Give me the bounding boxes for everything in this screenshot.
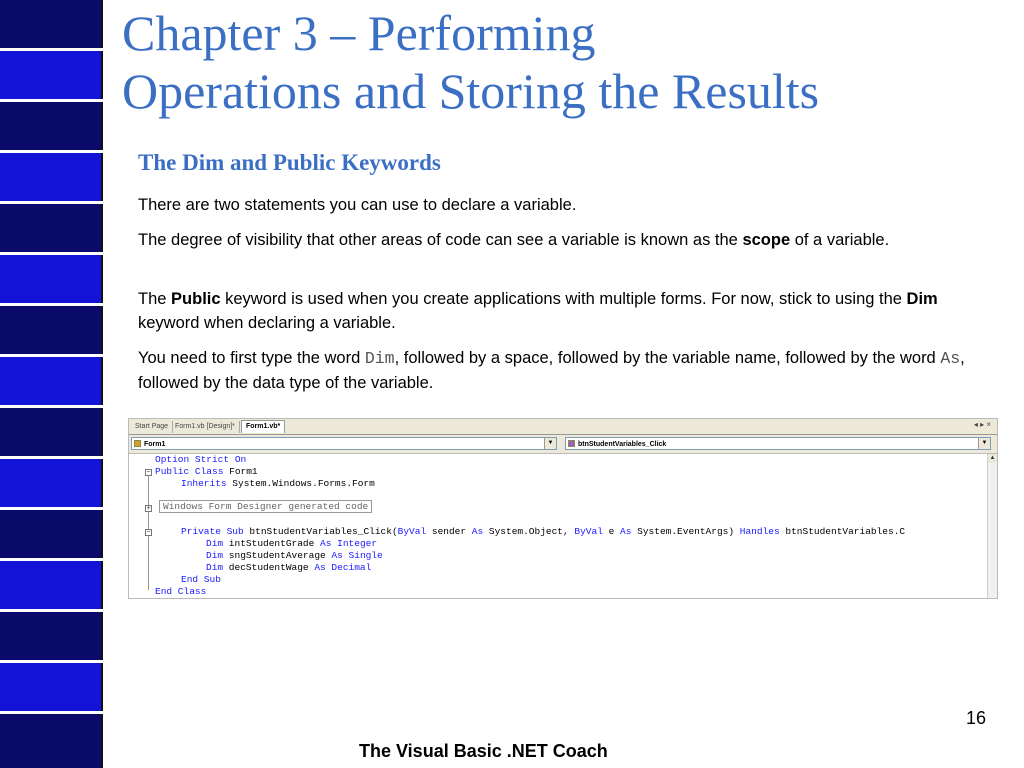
sidebar-square xyxy=(0,663,103,711)
page-number: 16 xyxy=(966,708,987,728)
sidebar-square xyxy=(0,306,103,354)
code-line: End Sub xyxy=(181,574,221,585)
collapse-icon[interactable]: − xyxy=(146,469,151,477)
sidebar-square xyxy=(0,153,103,201)
title-line-2: Operations and Storing the Results xyxy=(122,63,820,119)
editor-dropdown-bar xyxy=(129,435,997,454)
sidebar-square xyxy=(0,0,103,48)
code-line: Inherits System.Windows.Forms.Form xyxy=(181,478,375,489)
code-line: Dim intStudentGrade As Integer xyxy=(206,538,378,549)
sidebar-square xyxy=(0,204,103,252)
p2-text-end: of a variable. xyxy=(790,231,890,249)
p4-dim-mono: Dim xyxy=(364,349,395,368)
sidebar-square xyxy=(0,408,103,456)
sidebar-square xyxy=(0,510,103,558)
code-line: Private Sub btnStudentVariables_Click(ByVal sender As System.Object, ByVal e As System.EventArgs) Handles btnStudentVariables.C xyxy=(181,526,906,537)
class-dropdown[interactable] xyxy=(131,437,557,450)
p2-text: The degree of visibility that other areas of code can see a variable is known as the xyxy=(138,231,743,249)
paragraph-3 xyxy=(138,287,998,335)
sidebar-decoration xyxy=(0,0,103,768)
code-line: Option Strict On xyxy=(155,454,247,465)
sidebar-square xyxy=(0,51,103,99)
p4-as-mono: As xyxy=(940,349,961,368)
title-line-1: Chapter 3 – Performing xyxy=(122,5,596,61)
p4-text: You need to first type the word xyxy=(138,349,365,367)
tab-navigation-icons[interactable]: ◂ ▸ × xyxy=(973,420,991,429)
code-line: Dim decStudentWage As Decimal xyxy=(206,562,372,573)
p3-text-end: keyword when declaring a variable. xyxy=(138,314,396,332)
sidebar-square xyxy=(0,612,103,660)
collapse-icon[interactable]: − xyxy=(146,529,151,537)
p4-text-mid: , followed by a space, followed by the variable name, followed by the word xyxy=(394,349,941,367)
vertical-scrollbar[interactable] xyxy=(987,454,997,599)
paragraph-2 xyxy=(138,228,998,252)
sidebar-square xyxy=(0,459,103,507)
code-editor-screenshot xyxy=(128,418,998,599)
p3-text: The xyxy=(138,290,172,308)
method-dropdown-value: btnStudentVariables_Click xyxy=(578,441,667,448)
code-line: End Class xyxy=(155,586,207,597)
paragraph-4 xyxy=(138,346,998,395)
footer-text: The Visual Basic .NET Coach xyxy=(359,741,608,761)
class-dropdown-value: Form1 xyxy=(144,441,166,448)
slide-title xyxy=(122,4,1022,120)
sidebar-square xyxy=(0,357,103,405)
p3-dim-bold: Dim xyxy=(906,290,938,308)
paragraph-1: There are two statements you can use to declare a variable. xyxy=(138,196,577,214)
p3-public-bold: Public xyxy=(171,290,221,308)
collapsed-region[interactable]: Windows Form Designer generated code xyxy=(159,500,372,513)
code-line: Dim sngStudentAverage As Single xyxy=(206,550,383,561)
sidebar-square xyxy=(0,561,103,609)
class-icon xyxy=(134,440,141,447)
code-line: Public Class Form1 xyxy=(155,466,258,477)
p4-text-end: , followed by the data type of the variable. xyxy=(138,349,965,392)
tab-form-code[interactable]: Form1.vb* xyxy=(241,420,285,433)
p3-text-mid: keyword is used when you create applications with multiple forms. For now, stick to using the xyxy=(220,290,907,308)
chevron-down-icon[interactable]: ▼ xyxy=(544,438,556,449)
method-dropdown[interactable] xyxy=(565,437,991,450)
method-icon xyxy=(568,440,575,447)
scroll-up-icon[interactable]: ▲ xyxy=(989,455,996,461)
chevron-down-icon[interactable]: ▼ xyxy=(978,438,990,449)
p2-scope-bold: scope xyxy=(742,231,791,249)
code-line xyxy=(159,501,372,513)
expand-icon[interactable]: + xyxy=(146,505,151,513)
sidebar-square xyxy=(0,255,103,303)
editor-tab-bar xyxy=(129,419,997,435)
sidebar-square xyxy=(0,102,103,150)
slide-subtitle: The Dim and Public Keywords xyxy=(138,150,441,175)
tab-start-page[interactable]: Start Page xyxy=(131,421,173,433)
tab-form-design[interactable]: Form1.vb [Design]* xyxy=(171,421,240,433)
sidebar-square xyxy=(0,714,103,768)
